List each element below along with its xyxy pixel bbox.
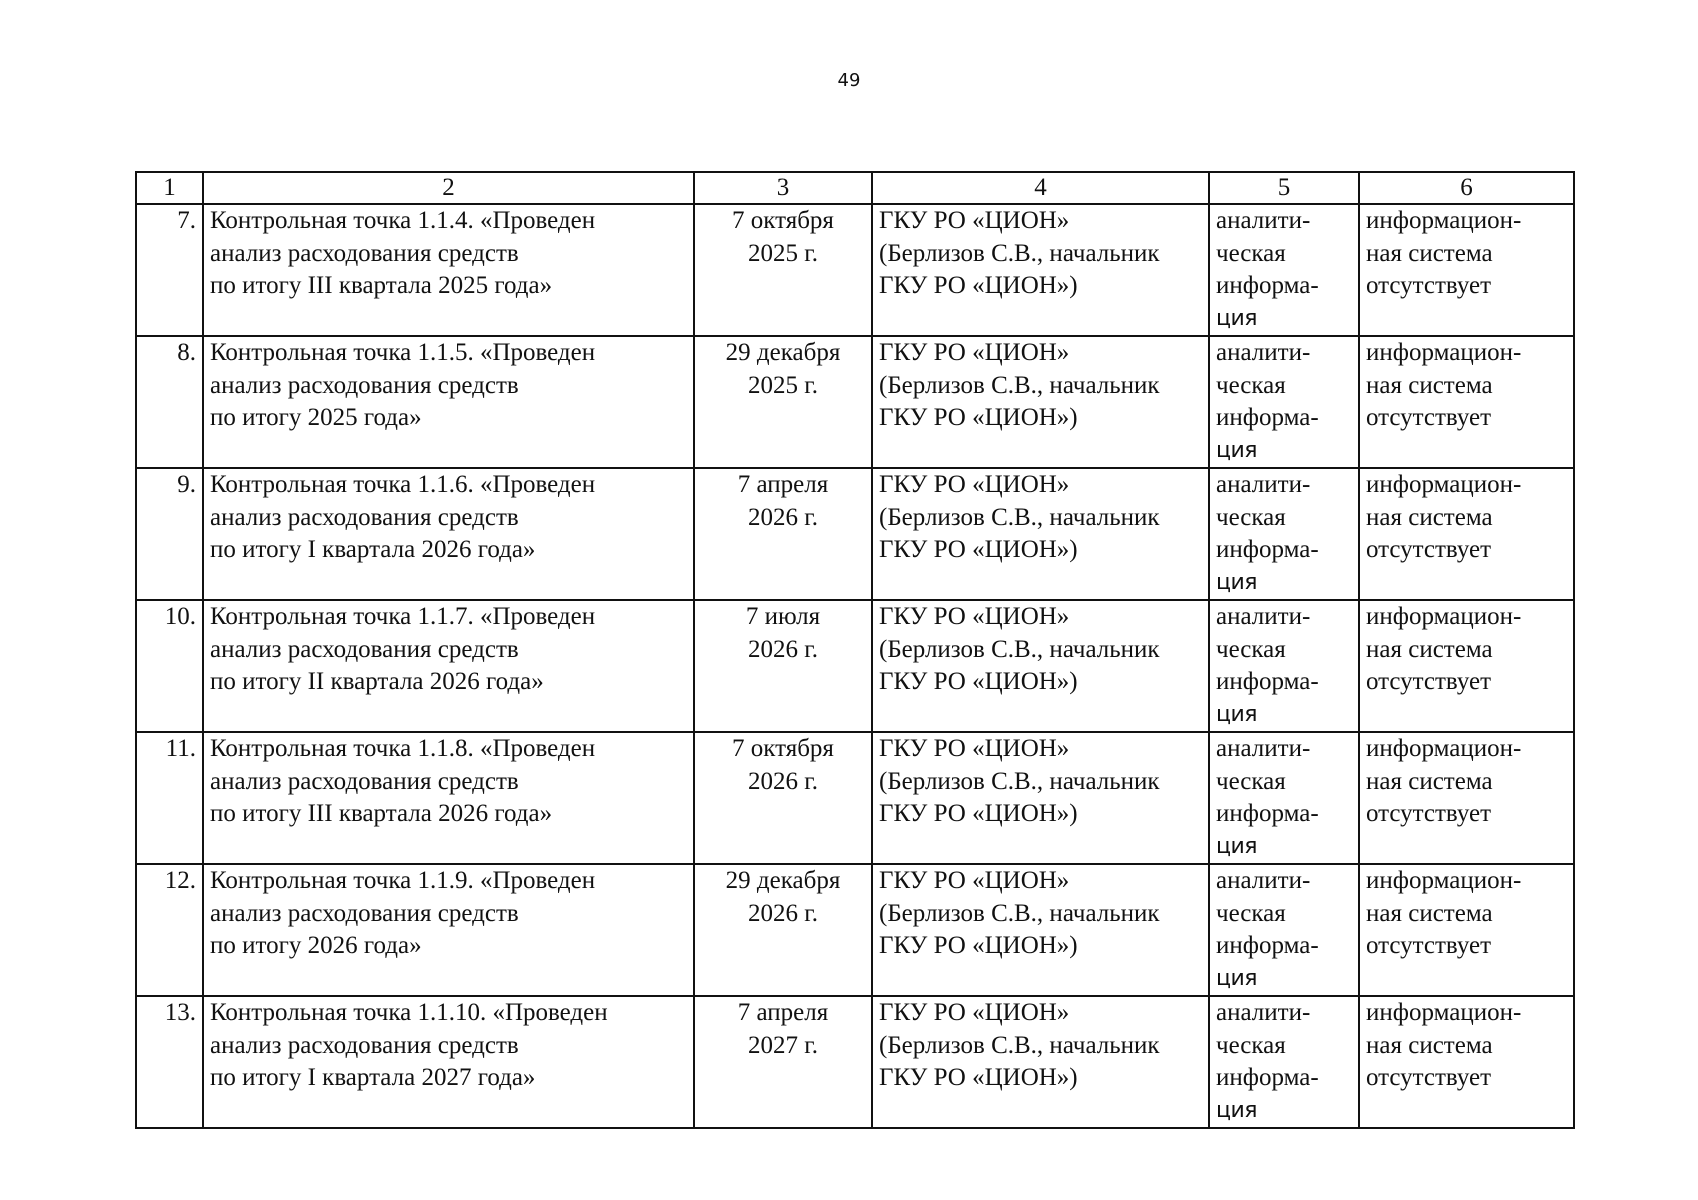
row-number-cell: 8.	[136, 336, 203, 468]
cell-line: по итогу II квартала 2026 года»	[210, 668, 544, 695]
cell-line: Контрольная точка 1.1.5. «Проведен	[210, 339, 596, 366]
cell-line: отсутствует	[1366, 668, 1492, 695]
cell-line: анализ расходования средств	[210, 899, 519, 927]
cell-line: (Берлизов С.В., начальник	[879, 767, 1160, 795]
information-system-cell	[1359, 864, 1574, 996]
cell-line: (Берлизов С.В., начальник	[879, 635, 1160, 663]
cell-line: анализ расходования средств	[210, 767, 519, 795]
information-system-cell	[1359, 468, 1574, 600]
cell-line: информацион-	[1366, 735, 1522, 762]
column-header-2: 2	[203, 172, 694, 204]
cell-line: информа-	[1216, 668, 1319, 695]
table-row	[136, 336, 1574, 468]
cell-line: (Берлизов С.В., начальник	[879, 503, 1160, 531]
cell-line: анализ расходования средств	[210, 1031, 519, 1059]
date-cell	[694, 996, 872, 1128]
cell-line: ГКУ РО «ЦИОН»	[879, 207, 1070, 234]
cell-line: 7 апреля	[737, 471, 829, 498]
cell-line: отсутствует	[1366, 404, 1492, 431]
cell-line: по итогу 2026 года»	[210, 932, 422, 959]
cell-line: информацион-	[1366, 207, 1522, 234]
table-body	[136, 204, 1574, 1128]
cell-line: ческая	[1216, 1031, 1286, 1059]
cell-line: ция	[1216, 1097, 1258, 1123]
row-number-cell: 7.	[136, 204, 203, 336]
control-point-cell	[203, 204, 694, 336]
page-number: 49	[837, 70, 861, 91]
date-cell	[694, 468, 872, 600]
cell-line: по итогу I квартала 2026 года»	[210, 536, 536, 563]
cell-line: аналити-	[1216, 603, 1311, 630]
cell-line: ция	[1216, 305, 1258, 331]
cell-line: 7 июля	[745, 603, 821, 630]
cell-line: (Берлизов С.В., начальник	[879, 1031, 1160, 1059]
information-system-cell	[1359, 600, 1574, 732]
cell-line: по итогу 2025 года»	[210, 404, 422, 431]
cell-line: ная система	[1366, 239, 1493, 267]
header-row	[136, 172, 1574, 204]
document-type-cell	[1209, 204, 1359, 336]
cell-line: Контрольная точка 1.1.4. «Проведен	[210, 207, 596, 234]
cell-line: ГКУ РО «ЦИОН»)	[879, 1064, 1078, 1091]
responsible-cell	[872, 468, 1209, 600]
cell-line: ГКУ РО «ЦИОН»	[879, 603, 1070, 630]
table-row	[136, 204, 1574, 336]
document-type-cell	[1209, 732, 1359, 864]
cell-line: ная система	[1366, 503, 1493, 531]
column-header-1: 1	[136, 172, 203, 204]
column-header-5: 5	[1209, 172, 1359, 204]
cell-line: по итогу III квартала 2026 года»	[210, 800, 553, 827]
table-row	[136, 600, 1574, 732]
cell-line: анализ расходования средств	[210, 503, 519, 531]
row-number-cell: 9.	[136, 468, 203, 600]
cell-line: аналити-	[1216, 999, 1311, 1026]
cell-line: информа-	[1216, 272, 1319, 299]
information-system-cell	[1359, 996, 1574, 1128]
cell-line: информацион-	[1366, 867, 1522, 894]
responsible-cell	[872, 864, 1209, 996]
cell-line: ческая	[1216, 899, 1286, 927]
control-point-cell	[203, 600, 694, 732]
cell-line: информа-	[1216, 932, 1319, 959]
date-cell	[694, 864, 872, 996]
cell-line: Контрольная точка 1.1.7. «Проведен	[210, 603, 596, 630]
cell-line: информа-	[1216, 1064, 1319, 1091]
cell-line: ная система	[1366, 1031, 1493, 1059]
cell-line: ГКУ РО «ЦИОН»	[879, 735, 1070, 762]
cell-line: 2025 г.	[748, 371, 818, 399]
column-header-6: 6	[1359, 172, 1574, 204]
cell-line: ГКУ РО «ЦИОН»)	[879, 668, 1078, 695]
cell-line: ция	[1216, 701, 1258, 727]
document-type-cell	[1209, 864, 1359, 996]
cell-line: информацион-	[1366, 471, 1522, 498]
cell-line: информа-	[1216, 404, 1319, 431]
table-row	[136, 468, 1574, 600]
cell-line: информацион-	[1366, 339, 1522, 366]
cell-line: 2025 г.	[748, 239, 818, 267]
cell-line: ГКУ РО «ЦИОН»	[879, 867, 1070, 894]
cell-line: 29 декабря	[725, 339, 841, 366]
row-number-cell: 11.	[136, 732, 203, 864]
cell-line: аналити-	[1216, 735, 1311, 762]
cell-line: ная система	[1366, 899, 1493, 927]
cell-line: отсутствует	[1366, 932, 1492, 959]
document-type-cell	[1209, 336, 1359, 468]
cell-line: 7 октября	[732, 207, 834, 234]
responsible-cell	[872, 600, 1209, 732]
document-type-cell	[1209, 468, 1359, 600]
document-type-cell	[1209, 996, 1359, 1128]
date-cell	[694, 600, 872, 732]
row-number-cell: 10.	[136, 600, 203, 732]
information-system-cell	[1359, 336, 1574, 468]
cell-line: отсутствует	[1366, 536, 1492, 563]
row-number-cell: 13.	[136, 996, 203, 1128]
responsible-cell	[872, 996, 1209, 1128]
cell-line: ГКУ РО «ЦИОН»)	[879, 272, 1078, 299]
cell-line: отсутствует	[1366, 272, 1492, 299]
cell-line: ная система	[1366, 767, 1493, 795]
cell-line: анализ расходования средств	[210, 239, 519, 267]
cell-line: анализ расходования средств	[210, 635, 519, 663]
control-point-cell	[203, 732, 694, 864]
control-point-cell	[203, 996, 694, 1128]
cell-line: (Берлизов С.В., начальник	[879, 899, 1160, 927]
date-cell	[694, 336, 872, 468]
cell-line: по итогу III квартала 2025 года»	[210, 272, 553, 299]
cell-line: 7 октября	[732, 735, 834, 762]
cell-line: ция	[1216, 569, 1258, 595]
table-row	[136, 732, 1574, 864]
cell-line: 2026 г.	[748, 503, 818, 531]
cell-line: Контрольная точка 1.1.9. «Проведен	[210, 867, 596, 894]
cell-line: Контрольная точка 1.1.10. «Проведен	[210, 999, 608, 1026]
cell-line: ГКУ РО «ЦИОН»)	[879, 932, 1078, 959]
cell-line: ция	[1216, 437, 1258, 463]
cell-line: ГКУ РО «ЦИОН»	[879, 471, 1070, 498]
control-point-cell	[203, 468, 694, 600]
cell-line: 2026 г.	[748, 635, 818, 663]
cell-line: информа-	[1216, 536, 1319, 563]
cell-line: ческая	[1216, 503, 1286, 531]
cell-line: аналити-	[1216, 339, 1311, 366]
cell-line: по итогу I квартала 2027 года»	[210, 1064, 536, 1091]
cell-line: информа-	[1216, 800, 1319, 827]
cell-line: ческая	[1216, 371, 1286, 399]
cell-line: ная система	[1366, 635, 1493, 663]
responsible-cell	[872, 204, 1209, 336]
cell-line: ная система	[1366, 371, 1493, 399]
cell-line: (Берлизов С.В., начальник	[879, 371, 1160, 399]
cell-line: 29 декабря	[725, 867, 841, 894]
cell-line: ция	[1216, 833, 1258, 859]
cell-line: ГКУ РО «ЦИОН»)	[879, 404, 1078, 431]
table-row	[136, 864, 1574, 996]
responsible-cell	[872, 336, 1209, 468]
row-number-cell: 12.	[136, 864, 203, 996]
control-point-cell	[203, 336, 694, 468]
cell-line: отсутствует	[1366, 1064, 1492, 1091]
cell-line: ческая	[1216, 635, 1286, 663]
cell-line: информацион-	[1366, 603, 1522, 630]
date-cell	[694, 732, 872, 864]
cell-line: ческая	[1216, 239, 1286, 267]
control-points-table	[135, 171, 1575, 1129]
information-system-cell	[1359, 732, 1574, 864]
cell-line: аналити-	[1216, 867, 1311, 894]
cell-line: информацион-	[1366, 999, 1522, 1026]
cell-line: аналити-	[1216, 471, 1311, 498]
cell-line: аналити-	[1216, 207, 1311, 234]
cell-line: анализ расходования средств	[210, 371, 519, 399]
cell-line: 7 апреля	[737, 999, 829, 1026]
cell-line: ция	[1216, 965, 1258, 991]
cell-line: отсутствует	[1366, 800, 1492, 827]
cell-line: ческая	[1216, 767, 1286, 795]
cell-line: ГКУ РО «ЦИОН»)	[879, 536, 1078, 563]
date-cell	[694, 204, 872, 336]
control-point-cell	[203, 864, 694, 996]
cell-line: Контрольная точка 1.1.6. «Проведен	[210, 471, 596, 498]
cell-line: ГКУ РО «ЦИОН»	[879, 999, 1070, 1026]
cell-line: ГКУ РО «ЦИОН»)	[879, 800, 1078, 827]
cell-line: 2026 г.	[748, 899, 818, 927]
table-row	[136, 996, 1574, 1128]
information-system-cell	[1359, 204, 1574, 336]
column-header-3: 3	[694, 172, 872, 204]
cell-line: Контрольная точка 1.1.8. «Проведен	[210, 735, 596, 762]
cell-line: 2026 г.	[748, 767, 818, 795]
cell-line: (Берлизов С.В., начальник	[879, 239, 1160, 267]
responsible-cell	[872, 732, 1209, 864]
document-type-cell	[1209, 600, 1359, 732]
column-header-4: 4	[872, 172, 1209, 204]
cell-line: 2027 г.	[748, 1031, 818, 1059]
cell-line: ГКУ РО «ЦИОН»	[879, 339, 1070, 366]
